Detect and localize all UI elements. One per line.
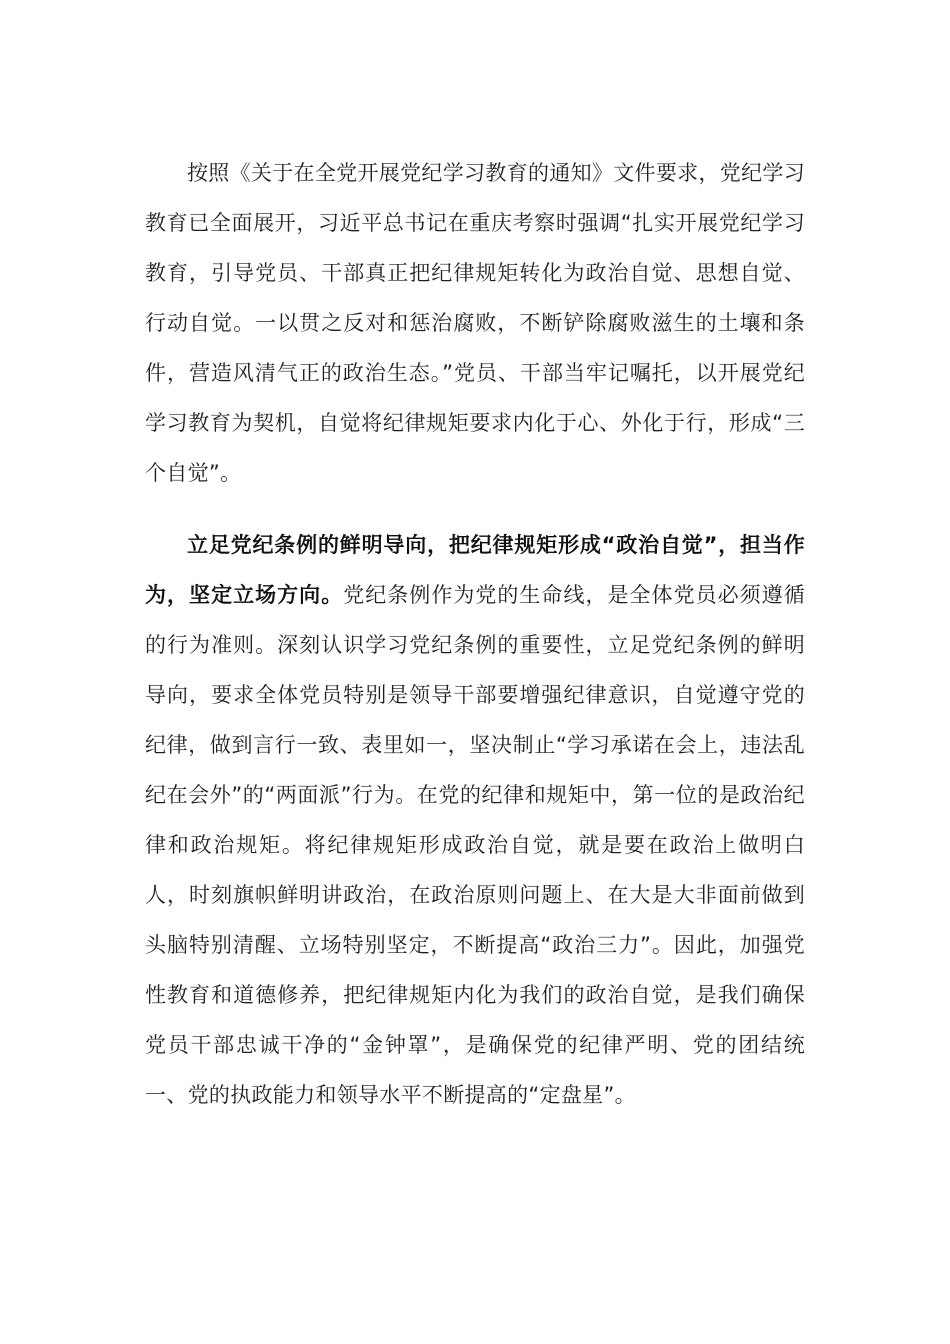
paragraph-intro-text: 按照《关于在全党开展党纪学习教育的通知》文件要求，党纪学习教育已全面展开，习近平总书记在重庆考察时强调“扎实开展党纪学习教育，引导党员、干部真正把纪律规矩转化为政治自觉、思想自觉、行动自觉。一以贯之反对和惩治腐败，不断铲除腐败滋生的土壤和条件，营造风清气正的政治生态。”党员、干部当牢记嘱托，以开展党纪学习教育为契机，自觉将纪律规矩要求内化于心、外化于行，形成“三个自觉”。 bbox=[145, 161, 805, 485]
paragraph-lead-sentence: 立足党纪条例的鲜明导向，把纪律规矩形成“政治自觉”，担当作为，坚定立场方向。 bbox=[145, 533, 805, 607]
document-page bbox=[145, 148, 805, 1120]
paragraph-intro bbox=[145, 148, 805, 498]
paragraph-body-text: 党纪条例作为党的生命线，是全体党员必须遵循的行为准则。深刻认识学习党纪条例的重要性，立足党纪条例的鲜明导向，要求全体党员特别是领导干部要增强纪律意识，自觉遵守党的纪律，做到言行一致、表里如一，坚决制止“学习承诺在会上，违法乱纪在会外”的“两面派”行为。在党的纪律和规矩中，第一位的是政治纪律和政治规矩。将纪律规矩形成政治自觉，就是要在政治上做明白人，时刻旗帜鲜明讲政治，在政治原则问题上、在大是大非面前做到头脑特别清醒、立场特别坚定，不断提高“政治三力”。因此，加强党性教育和道德修养，把纪律规矩内化为我们的政治自觉，是我们确保党员干部忠诚干净的“金钟罩”，是确保党的纪律严明、党的团结统一、党的执政能力和领导水平不断提高的“定盘星”。 bbox=[145, 583, 805, 1107]
paragraph-political-consciousness bbox=[145, 520, 805, 1120]
